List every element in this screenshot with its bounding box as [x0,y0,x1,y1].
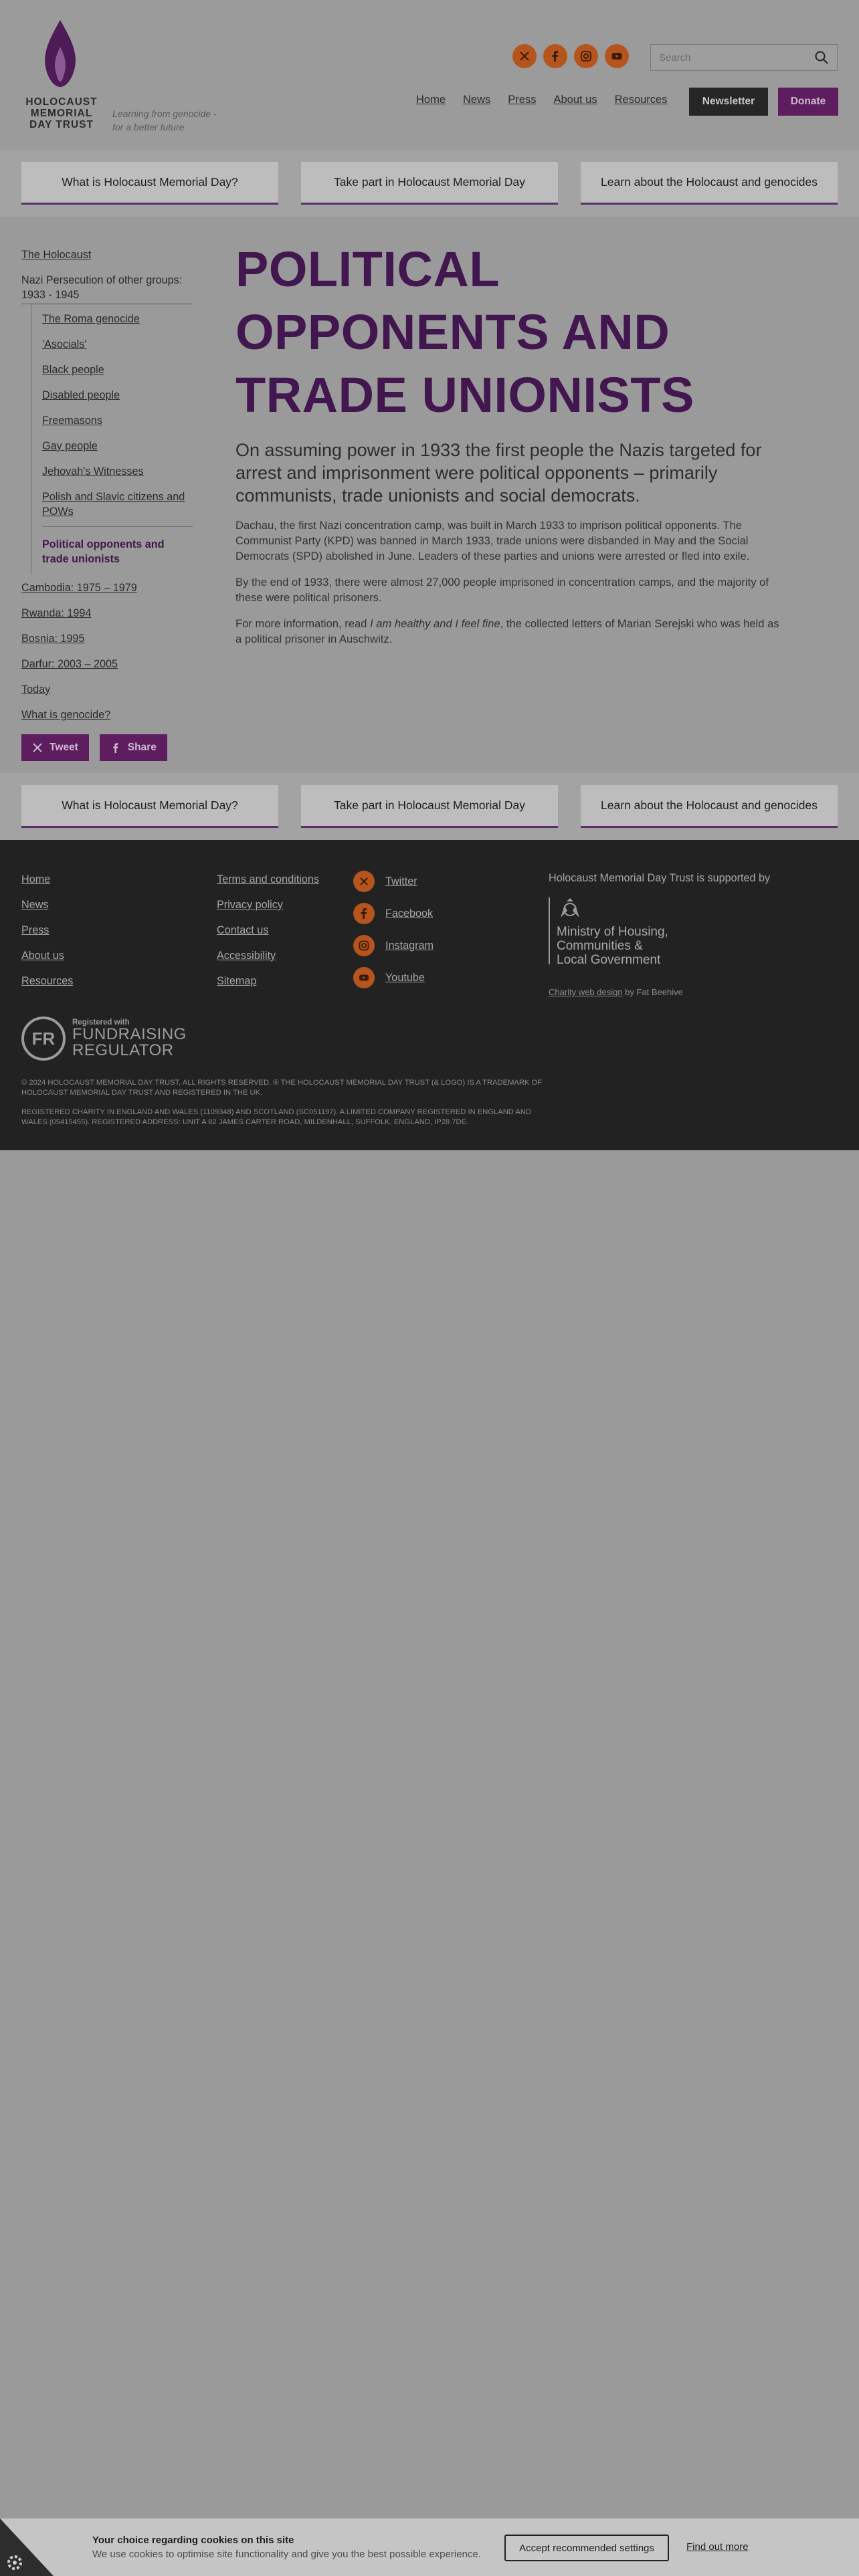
sidebar-sub-item[interactable]: Black people [42,364,104,376]
nav-about-us[interactable]: About us [553,94,597,106]
action-what-is-hmd[interactable]: What is Holocaust Memorial Day? [21,785,278,828]
ministry-name: Ministry of Housing, Communities & Local Government [557,925,668,967]
tweet-label: Tweet [50,742,78,753]
registration-text: REGISTERED CHARITY IN ENGLAND AND WALES (1109348) AND SCOTLAND (SC051197). A LIMITED COMPANY REGISTERED IN ENGLAND AND WALES (05415455). REGISTERED ADDRESS: UNIT A 82 JAMES CARTER ROAD, MILDENHALL, SUFFOLK, ENGLAND, IP28 7DE. [21,1108,531,1126]
accept-cookies-button[interactable]: Accept recommended settings [504,2535,669,2561]
sidebar-item[interactable]: What is genocide? [21,709,111,721]
facebook-link[interactable]: Facebook [385,907,434,920]
logo-wordmark: HOLOCAUST MEMORIAL DAY TRUST [25,96,98,130]
action-what-is-hmd[interactable]: What is Holocaust Memorial Day? [21,162,278,205]
candle-flame-icon [43,20,78,87]
share-buttons [21,734,193,761]
action-learn[interactable]: Learn about the Holocaust and genocides [581,162,838,205]
book-title: I am healthy and I feel fine [370,617,500,630]
fr-name-line1: FUNDRAISING [72,1025,187,1043]
text: For more information, read [235,617,371,630]
action-bar-top [0,150,859,217]
search-icon[interactable] [814,50,829,65]
site-header [0,0,859,150]
sidebar-sub-item[interactable]: Gay people [42,440,98,452]
facebook-icon [110,742,121,753]
facebook-icon [353,903,375,924]
fr-registered-with: Registered with [72,1018,130,1027]
intro-paragraph: On assuming power in 1933 the first people the Nazis targeted for arrest and imprisonment were political opponents – primarily communists, trade unionists and social democrats. [235,440,762,506]
facebook-icon[interactable] [543,44,567,68]
charity-web-design-link[interactable]: Charity web design [549,987,623,997]
footer-link-home[interactable]: Home [21,873,51,885]
sidebar-sub-item[interactable]: Polish and Slavic citizens and POWs [42,486,193,527]
sidebar-group-nazi-persecution[interactable]: Nazi Persecution of other groups: 1933 - 1945 [21,273,193,304]
cookie-description: We use cookies to optimise site functionality and give you the best possible experience. [92,2549,481,2560]
cookie-banner [0,2518,859,2576]
cookie-settings-icon[interactable] [0,2518,54,2576]
instagram-link[interactable]: Instagram [385,939,434,952]
sidebar-sub-item[interactable]: 'Asocials' [42,338,87,350]
body-paragraph-more-info [235,616,784,647]
fundraising-regulator-badge[interactable] [21,1016,187,1061]
tagline: Learning from genocide - for a better future [112,108,217,132]
x-icon[interactable] [512,44,537,68]
sidebar-item[interactable]: Bosnia: 1995 [21,633,85,645]
sidebar-sub-item[interactable]: Jehovah's Witnesses [42,465,144,477]
ministry-logo[interactable] [549,897,689,967]
footer-social-instagram[interactable] [353,935,434,956]
sidebar-sub-item[interactable]: The Roma genocide [42,313,140,325]
sidebar-sub-item[interactable]: Freemasons [42,415,102,427]
footer-nav-secondary [217,872,319,999]
sidebar-item[interactable]: Today [21,683,51,695]
action-take-part[interactable]: Take part in Holocaust Memorial Day [301,162,558,205]
footer-social-youtube[interactable] [353,967,434,988]
footer-link-contact[interactable]: Contact us [217,924,269,936]
footer-link-terms[interactable]: Terms and conditions [217,873,319,885]
footer-link-news[interactable]: News [21,899,49,911]
site-footer [0,840,859,1150]
sidebar-subnav [31,304,193,574]
youtube-link[interactable]: Youtube [385,971,425,984]
youtube-icon[interactable] [605,44,629,68]
x-icon [32,742,43,753]
instagram-icon [353,935,375,956]
sidebar-sub-item-active[interactable]: Political opponents and trade unionists [42,538,165,565]
footer-social [353,871,434,999]
twitter-link[interactable]: Twitter [385,875,417,887]
main-nav [416,94,667,106]
body-paragraph: Dachau, the first Nazi concentration camp, was built in March 1933 to imprison political opponents. The Communist Party (KPD) was banned in March 1933, trade unions were disbanded in May and the Social Democrats (SPD) abolished in June. Leaders of these parties and unions were arrested or fled into exile. [235,519,750,562]
x-icon [353,871,375,892]
newsletter-button[interactable]: Newsletter [689,88,768,116]
nav-press[interactable]: Press [508,94,537,106]
nav-home[interactable]: Home [416,94,446,106]
donate-button[interactable]: Donate [778,88,838,116]
page-title: POLITICAL OPPONENTS AND TRADE UNIONISTS [235,241,694,423]
footer-link-press[interactable]: Press [21,924,50,936]
sidebar-item-holocaust[interactable]: The Holocaust [21,249,92,261]
sidebar-item[interactable]: Rwanda: 1994 [21,607,92,619]
action-take-part[interactable]: Take part in Holocaust Memorial Day [301,785,558,828]
footer-link-about[interactable]: About us [21,950,64,962]
body-paragraph: By the end of 1933, there were almost 27,000 people imprisoned in concentration camps, and the majority of these were political prisoners. [235,576,769,604]
sidebar-item[interactable]: Darfur: 2003 – 2005 [21,658,118,670]
credit-text: by Fat Beehive [622,987,683,997]
search-input[interactable] [650,44,838,71]
footer-link-accessibility[interactable]: Accessibility [217,950,276,962]
share-button[interactable] [100,734,167,761]
fr-badge-circle: FR [21,1016,66,1061]
footer-social-facebook[interactable] [353,903,434,924]
sidebar-item[interactable]: Cambodia: 1975 – 1979 [21,582,137,594]
tweet-button[interactable] [21,734,89,761]
instagram-icon[interactable] [574,44,598,68]
supported-by-text: Holocaust Memorial Day Trust is supported by [549,872,771,884]
search-placeholder: Search [659,51,691,64]
site-logo[interactable] [20,20,107,134]
share-label: Share [127,742,157,753]
header-social [512,44,629,68]
fr-name-line2: REGULATOR [72,1041,174,1059]
footer-social-twitter[interactable] [353,871,434,892]
text: , the collected letters of Marian Serejski who was held as a political prisoner in Auschwitz. [235,617,779,645]
nav-resources[interactable]: Resources [614,94,668,106]
youtube-icon [353,967,375,988]
cookie-title: Your choice regarding cookies on this site [92,2535,294,2546]
find-out-more-link[interactable]: Find out more [686,2541,749,2553]
sidebar-sub-item[interactable]: Disabled people [42,389,120,401]
footer-nav-primary [21,872,73,999]
design-credit [549,987,683,997]
nav-news[interactable]: News [463,94,491,106]
action-learn[interactable]: Learn about the Holocaust and genocides [581,785,838,828]
copyright-text: © 2024 HOLOCAUST MEMORIAL DAY TRUST, ALL RIGHTS RESERVED. ® THE HOLOCAUST MEMORIAL DAY TRUST (& LOGO) IS A TRADEMARK OF HOLOCAUST MEMORIAL DAY TRUST AND REGISTERED IN THE UK. [21,1079,543,1097]
footer-link-privacy[interactable]: Privacy policy [217,899,283,911]
royal-crest-icon [557,897,583,920]
footer-link-sitemap[interactable]: Sitemap [217,975,257,987]
sidebar-nav [21,247,193,761]
main-content [235,238,784,647]
footer-link-resources[interactable]: Resources [21,975,74,987]
action-bar-bottom [0,773,859,840]
